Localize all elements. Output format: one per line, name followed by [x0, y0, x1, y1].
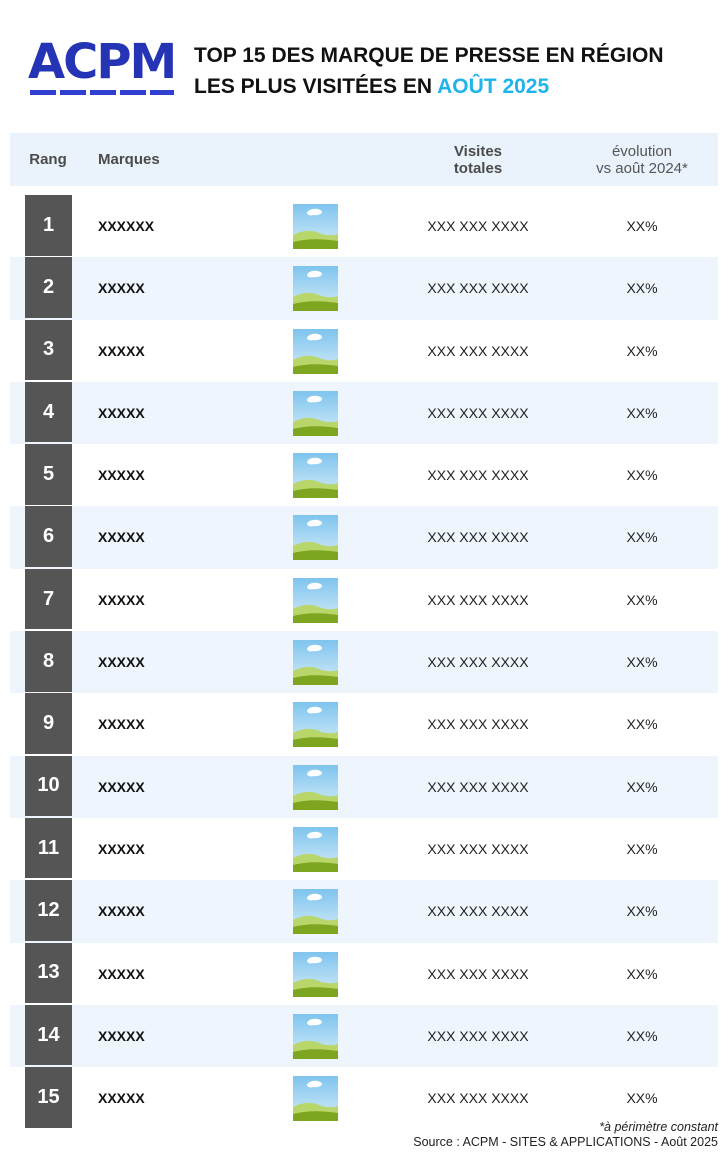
- footnote: *à périmètre constant: [599, 1120, 718, 1134]
- table-row: [10, 693, 718, 755]
- landscape-placeholder-icon: [293, 453, 338, 498]
- rank-badge: 10: [25, 756, 72, 817]
- evolution-value: XX%: [626, 778, 658, 795]
- landscape-placeholder-icon: [293, 391, 338, 436]
- rank-badge: 8: [25, 631, 72, 692]
- brand-name: XXXXX: [98, 903, 145, 920]
- evolution-value: XX%: [626, 1090, 658, 1107]
- table-row: [10, 631, 718, 693]
- footer: [413, 1120, 718, 1150]
- brand-name: XXXXX: [98, 280, 145, 297]
- evolution-value: XX%: [626, 716, 658, 733]
- table-row: [10, 1005, 718, 1067]
- header-brand: Marques: [98, 151, 160, 168]
- total-visits: XXX XXX XXXX: [427, 280, 529, 297]
- brand-name: XXXXX: [98, 716, 145, 733]
- table-row: [10, 880, 718, 942]
- table-body: [10, 195, 718, 1129]
- total-visits: XXX XXX XXXX: [427, 404, 529, 421]
- total-visits: XXX XXX XXXX: [427, 342, 529, 359]
- evolution-value: XX%: [626, 591, 658, 608]
- total-visits: XXX XXX XXXX: [427, 1027, 529, 1044]
- header-visits-line-2: totales: [453, 159, 503, 177]
- brand-name: XXXXX: [98, 1027, 145, 1044]
- ranking-table: [10, 133, 718, 1108]
- table-row: [10, 320, 718, 382]
- evolution-value: XX%: [626, 654, 658, 671]
- rank-badge: 15: [25, 1067, 72, 1128]
- evolution-value: XX%: [626, 280, 658, 297]
- total-visits: XXX XXX XXXX: [427, 654, 529, 671]
- brand-name: XXXXX: [98, 840, 145, 857]
- table-row: [10, 569, 718, 631]
- table-row: [10, 382, 718, 444]
- header-evolution-line-1: évolution: [611, 142, 673, 160]
- logo-text: ACPM: [28, 34, 176, 90]
- landscape-placeholder-icon: [293, 578, 338, 623]
- evolution-value: XX%: [626, 342, 658, 359]
- brand-name: XXXXX: [98, 654, 145, 671]
- title-line-2: [194, 71, 664, 102]
- landscape-placeholder-icon: [293, 515, 338, 560]
- table-row: [10, 943, 718, 1005]
- total-visits: XXX XXX XXXX: [427, 840, 529, 857]
- table-row: [10, 444, 718, 506]
- evolution-value: XX%: [626, 218, 658, 234]
- title-date-accent: AOÛT 2025: [437, 75, 550, 98]
- total-visits: XXX XXX XXXX: [427, 591, 529, 608]
- source-line: Source : ACPM - SITES & APPLICATIONS - Août 2025: [413, 1135, 718, 1149]
- rank-badge: 11: [25, 818, 72, 879]
- total-visits: XXX XXX XXXX: [427, 965, 529, 982]
- landscape-placeholder-icon: [293, 1076, 338, 1121]
- table-row: [10, 756, 718, 818]
- landscape-placeholder-icon: [293, 702, 338, 747]
- evolution-value: XX%: [626, 965, 658, 982]
- rank-badge: 1: [25, 195, 72, 256]
- rank-badge: 2: [25, 257, 72, 318]
- total-visits: XXX XXX XXXX: [427, 903, 529, 920]
- table-header: [10, 133, 718, 186]
- landscape-placeholder-icon: [293, 889, 338, 934]
- brand-name: XXXXX: [98, 1090, 145, 1107]
- brand-name: XXXXX: [98, 342, 145, 359]
- brand-name: XXXXX: [98, 965, 145, 982]
- total-visits: XXX XXX XXXX: [427, 218, 529, 234]
- rank-badge: 9: [25, 693, 72, 754]
- header-evolution: [578, 133, 706, 186]
- landscape-placeholder-icon: [293, 952, 338, 997]
- landscape-placeholder-icon: [293, 765, 338, 810]
- landscape-placeholder-icon: [293, 266, 338, 311]
- total-visits: XXX XXX XXXX: [427, 529, 529, 546]
- rank-badge: 14: [25, 1005, 72, 1066]
- title-line-1: TOP 15 DES MARQUE DE PRESSE EN RÉGION: [194, 44, 664, 67]
- page-title: [194, 40, 664, 102]
- total-visits: XXX XXX XXXX: [427, 716, 529, 733]
- header-visits: [428, 133, 528, 186]
- total-visits: XXX XXX XXXX: [427, 467, 529, 484]
- rank-badge: 3: [25, 320, 72, 381]
- evolution-value: XX%: [626, 840, 658, 857]
- rank-badge: 5: [25, 444, 72, 505]
- evolution-value: XX%: [626, 467, 658, 484]
- brand-name: XXXXXX: [98, 218, 155, 234]
- evolution-value: XX%: [626, 903, 658, 920]
- brand-name: XXXXX: [98, 467, 145, 484]
- rank-badge: 6: [25, 506, 72, 567]
- table-row: [10, 506, 718, 568]
- header-visits-line-1: Visites: [453, 142, 503, 160]
- evolution-value: XX%: [626, 404, 658, 421]
- evolution-value: XX%: [626, 529, 658, 546]
- landscape-placeholder-icon: [293, 204, 338, 249]
- landscape-placeholder-icon: [293, 1014, 338, 1059]
- rank-badge: 12: [25, 880, 72, 941]
- brand-name: XXXXX: [98, 404, 145, 421]
- rank-badge: 13: [25, 943, 72, 1004]
- total-visits: XXX XXX XXXX: [427, 1090, 529, 1107]
- rank-badge: 7: [25, 569, 72, 630]
- title-line-2-prefix: LES PLUS VISITÉES EN: [194, 75, 438, 98]
- total-visits: XXX XXX XXXX: [427, 778, 529, 795]
- landscape-placeholder-icon: [293, 827, 338, 872]
- table-row: [10, 818, 718, 880]
- brand-name: XXXXX: [98, 529, 145, 546]
- table-row: [10, 195, 718, 257]
- page-header: [0, 0, 728, 125]
- landscape-placeholder-icon: [293, 329, 338, 374]
- brand-name: XXXXX: [98, 591, 145, 608]
- brand-name: XXXXX: [98, 778, 145, 795]
- landscape-placeholder-icon: [293, 640, 338, 685]
- rank-badge: 4: [25, 382, 72, 443]
- header-evolution-line-2: vs août 2024*: [596, 159, 688, 177]
- acpm-logo: [28, 34, 176, 96]
- logo-underline: [30, 90, 174, 95]
- table-row: [10, 257, 718, 319]
- header-rank: Rang: [29, 151, 67, 168]
- evolution-value: XX%: [626, 1027, 658, 1044]
